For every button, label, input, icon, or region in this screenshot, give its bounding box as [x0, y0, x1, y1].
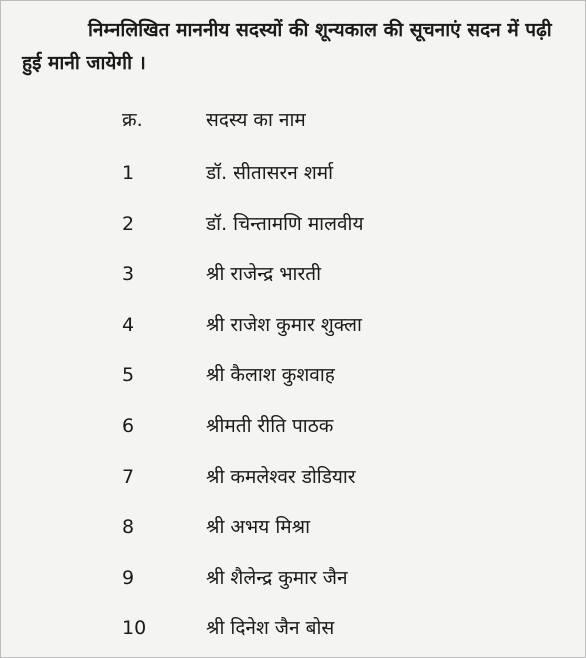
member-name: श्री दिनेश जैन बोस [206, 617, 335, 640]
member-name: डॉ. सीतासरन शर्मा [206, 162, 334, 184]
member-name: श्री अभय मिश्रा [206, 516, 311, 539]
table-row [0, 462, 586, 492]
serial-number: 6 [122, 415, 135, 437]
table-row [0, 259, 586, 289]
serial-number: 2 [122, 212, 135, 235]
table-row [0, 209, 586, 239]
serial-number-header: क्र. [122, 109, 143, 131]
table-row [0, 563, 586, 593]
serial-number: 8 [122, 516, 135, 539]
member-name-header: सदस्य का नाम [206, 109, 306, 131]
member-name: श्रीमती रीति पाठक [206, 415, 334, 437]
member-name: श्री राजेन्द्र भारती [206, 263, 322, 286]
table-row [0, 512, 586, 542]
intro-paragraph: निम्नलिखित माननीय सदस्यों की शून्यकाल की सूचनाएं सदन में पढ़ी हुई मानी जायेगी । [22, 19, 552, 74]
serial-number: 9 [122, 566, 135, 589]
member-name: श्री राजेश कुमार शुक्ला [206, 313, 362, 336]
member-name: श्री कमलेश्वर डोडियार [206, 465, 356, 488]
table-header [0, 105, 586, 135]
serial-number: 3 [122, 263, 135, 286]
serial-number: 4 [122, 313, 135, 336]
table-row [0, 613, 586, 643]
table-row [0, 310, 586, 340]
member-name: डॉ. चिन्तामणि मालवीय [206, 212, 364, 235]
serial-number: 10 [122, 617, 147, 640]
table-row [0, 360, 586, 390]
table-row [0, 158, 586, 188]
member-name: श्री शैलेन्द्र कुमार जैन [206, 566, 348, 589]
serial-number: 7 [122, 465, 135, 488]
serial-number: 5 [122, 364, 135, 387]
serial-number: 1 [122, 162, 135, 184]
table-row [0, 411, 586, 441]
member-name: श्री कैलाश कुशवाह [206, 364, 335, 387]
